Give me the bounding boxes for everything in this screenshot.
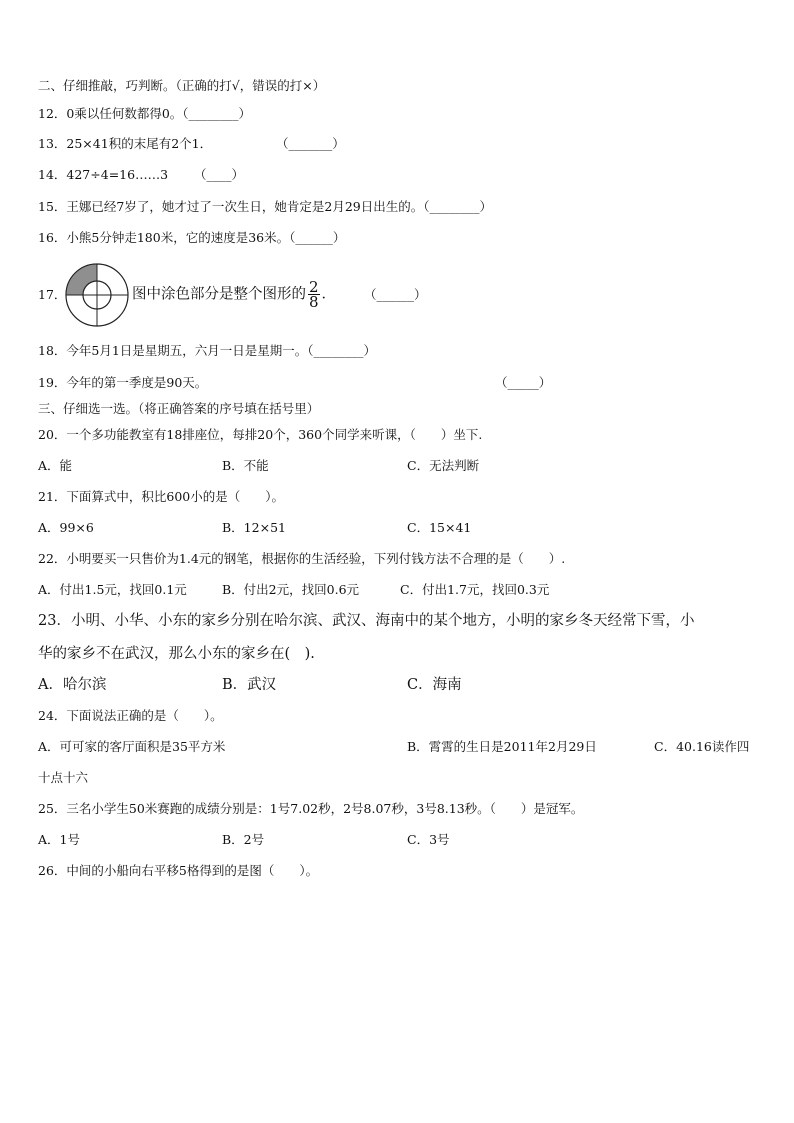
question-21: 21．下面算式中，积比600小的是（ ）。 <box>38 489 285 504</box>
question-22: 22．小明要买一只售价为1.4元的钢笔，根据你的生活经验，下列付钱方法不合理的是（ ）. <box>38 551 566 566</box>
fraction-numerator: 2 <box>309 278 319 296</box>
q24-option-c[interactable]: C．40.16读作四 <box>654 739 750 754</box>
question-12: 12．0乘以任何数都得0。（________） <box>38 106 252 121</box>
question-17-text: 图中涂色部分是整个图形的 <box>132 286 306 303</box>
question-13: 13．25×41积的末尾有2个1． <box>38 136 213 151</box>
answer-blank-17[interactable]: （______） <box>364 287 427 302</box>
q23-option-b[interactable]: B．武汉 <box>222 677 277 693</box>
q25-option-b[interactable]: B．2号 <box>222 832 265 847</box>
q20-option-a[interactable]: A．能 <box>38 458 73 473</box>
question-14: 14．427÷4=16……3 <box>38 167 169 182</box>
q24-option-b[interactable]: B．霄霄的生日是2011年2月29日 <box>407 739 597 754</box>
question-24: 24．下面说法正确的是（ ）。 <box>38 708 223 723</box>
answer-blank-13[interactable]: （_______） <box>276 136 345 151</box>
q23-option-c[interactable]: C．海南 <box>407 677 462 693</box>
q22-option-b[interactable]: B．付出2元，找回0.6元 <box>222 582 360 597</box>
question-17-number: 17． <box>38 287 67 302</box>
question-19: 19．今年的第一季度是90天。 <box>38 375 208 390</box>
answer-blank-19[interactable]: （_____） <box>495 375 552 390</box>
question-20: 20．一个多功能教室有18排座位，每排20个，360个同学来听课，（ ）坐下. <box>38 427 483 442</box>
q25-option-a[interactable]: A．1号 <box>38 832 80 847</box>
q24-option-c-continued: 十点十六 <box>38 770 89 785</box>
question-23-line2: 华的家乡不在武汉，那么小东的家乡在( ). <box>38 646 315 662</box>
section-title-choice: 三、仔细选一选。（将正确答案的序号填在括号里） <box>38 401 320 416</box>
question-15: 15．王娜已经7岁了，她才过了一次生日，她肯定是2月29日出生的。（________） <box>38 199 492 214</box>
answer-blank-14[interactable]: （____） <box>194 167 245 182</box>
question-17-stem <box>132 280 336 309</box>
question-26: 26．中间的小船向右平移5格得到的是图（ ）。 <box>38 863 319 878</box>
q21-option-a[interactable]: A．99×6 <box>38 520 94 535</box>
q23-option-a[interactable]: A．哈尔滨 <box>38 677 107 693</box>
question-18: 18．今年5月1日是星期五，六月一日是星期一。（________） <box>38 343 377 358</box>
section-title-judge: 二、仔细推敲，巧判断。（正确的打√，错误的打×） <box>38 78 326 93</box>
q22-option-c[interactable]: C．付出1.7元，找回0.3元 <box>400 582 550 597</box>
q21-option-c[interactable]: C．15×41 <box>407 520 472 535</box>
question-16: 16．小熊5分钟走180米，它的速度是36米。（______） <box>38 230 346 245</box>
q25-option-c[interactable]: C．3号 <box>407 832 450 847</box>
fraction <box>308 280 320 309</box>
question-17-tail: ． <box>321 286 337 303</box>
question-23-line1: 23．小明、小华、小东的家乡分别在哈尔滨、武汉、海南中的某个地方，小明的家乡冬天经常下雪，小 <box>38 613 695 629</box>
q20-option-b[interactable]: B．不能 <box>222 458 269 473</box>
q24-option-a[interactable]: A．可可家的客厅面积是35平方米 <box>38 739 226 754</box>
q20-option-c[interactable]: C．无法判断 <box>407 458 480 473</box>
q22-option-a[interactable]: A．付出1.5元，找回0.1元 <box>38 582 187 597</box>
question-25: 25．三名小学生50米赛跑的成绩分别是：1号7.02秒，2号8.07秒，3号8.13秒。（ ）是冠军。 <box>38 801 584 816</box>
shaded-circle-figure-icon <box>64 262 130 328</box>
q21-option-b[interactable]: B．12×51 <box>222 520 286 535</box>
fraction-denominator: 8 <box>309 293 319 311</box>
